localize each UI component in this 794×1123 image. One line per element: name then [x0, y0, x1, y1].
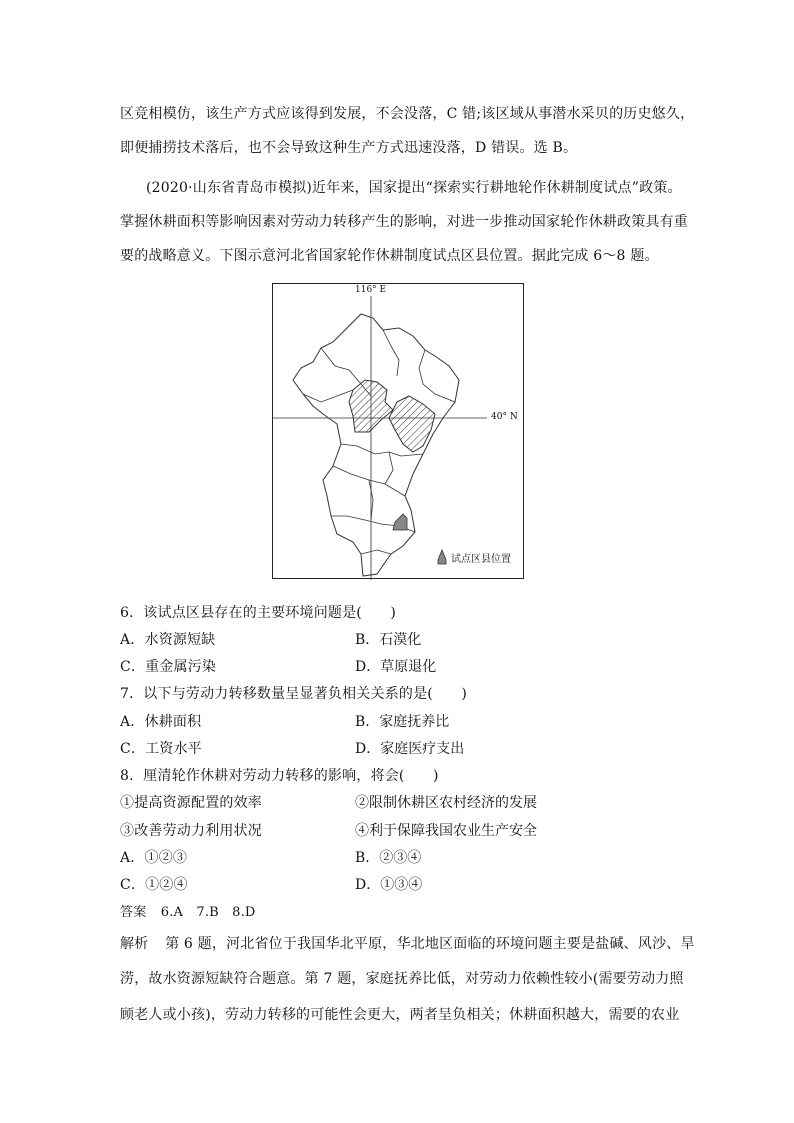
answer-text: 6.A 7.B 8.D	[160, 905, 256, 920]
q6-stem: 6．该试点区县存在的主要环境问题是( )	[120, 605, 397, 621]
q6-option-c: C．重金属污染	[120, 659, 217, 675]
analysis-line-2: 涝，故水资源短缺符合题意。第 7 题，家庭抚养比低，对劳动力依赖性较小(需要劳动力照	[120, 971, 684, 987]
legend-label: 试点区县位置	[451, 554, 511, 565]
analysis-line-1-row	[120, 933, 695, 953]
q8-statement-1: ①提高资源配置的效率	[120, 795, 262, 811]
legend-marker-icon	[438, 550, 446, 564]
q8-statement-2: ②限制休耕区农村经济的发展	[355, 795, 537, 811]
latitude-label: 40° N	[491, 412, 518, 422]
q8-option-a: A．①②③	[120, 850, 188, 866]
q8-statement-3: ③改善劳动力利用状况	[120, 823, 262, 839]
answer-label: 答案	[120, 905, 147, 920]
q7-stem: 7．以下与劳动力转移数量呈显著负相关关系的是( )	[120, 686, 468, 702]
passage-line-3: 要的战略意义。下图示意河北省国家轮作休耕制度试点区县位置。据此完成 6～8 题。	[120, 248, 659, 264]
hebei-map-figure	[272, 283, 524, 579]
q8-option-c: C．①②④	[120, 877, 188, 893]
q8-option-d: D．①③④	[355, 877, 423, 893]
passage-line-2: 掌握休耕面积等影响因素对劳动力转移产生的影响，对进一步推动国家轮作休耕政策具有重	[120, 214, 688, 230]
q7-option-a: A．休耕面积	[120, 714, 202, 730]
intro-line-1: 区竞相模仿，该生产方式应该得到发展，不会没落，C 错;该区域从事潜水采贝的历史悠久，	[120, 106, 695, 122]
q6-option-d: D．草原退化	[355, 659, 437, 675]
q7-option-b: B．家庭抚养比	[355, 714, 450, 730]
q6-option-a: A．水资源短缺	[120, 632, 216, 648]
q8-statement-4: ④利于保障我国农业生产安全	[355, 823, 537, 839]
analysis-label: 解析	[120, 936, 149, 952]
hebei-outline	[293, 314, 459, 576]
intro-line-2: 即便捕捞技术落后，也不会导致这种生产方式迅速没落，D 错误。选 B。	[120, 140, 578, 156]
passage-line-1: (2020·山东省青岛市模拟)近年来，国家提出“探索实行耕地轮作休耕制度试点”政策。	[146, 180, 682, 196]
longitude-label: 116° E	[355, 285, 387, 295]
analysis-line-1: 第 6 题，河北省位于我国华北平原，华北地区面临的环境问题主要是盐碱、风沙、旱	[165, 936, 695, 952]
analysis-line-3: 顾老人或小孩)，劳动力转移的可能性会更大，两者呈负相关；休耕面积越大，需要的农业	[120, 1007, 680, 1023]
hebei-map-graphic	[273, 284, 525, 580]
answer-row	[120, 901, 256, 920]
q8-stem: 8．厘清轮作休耕对劳动力转移的影响，将会( )	[120, 768, 439, 784]
q7-option-c: C．工资水平	[120, 741, 202, 757]
q7-option-d: D．家庭医疗支出	[355, 741, 465, 757]
q6-option-b: B．石漠化	[355, 632, 422, 648]
q8-option-b: B．②③④	[355, 850, 422, 866]
